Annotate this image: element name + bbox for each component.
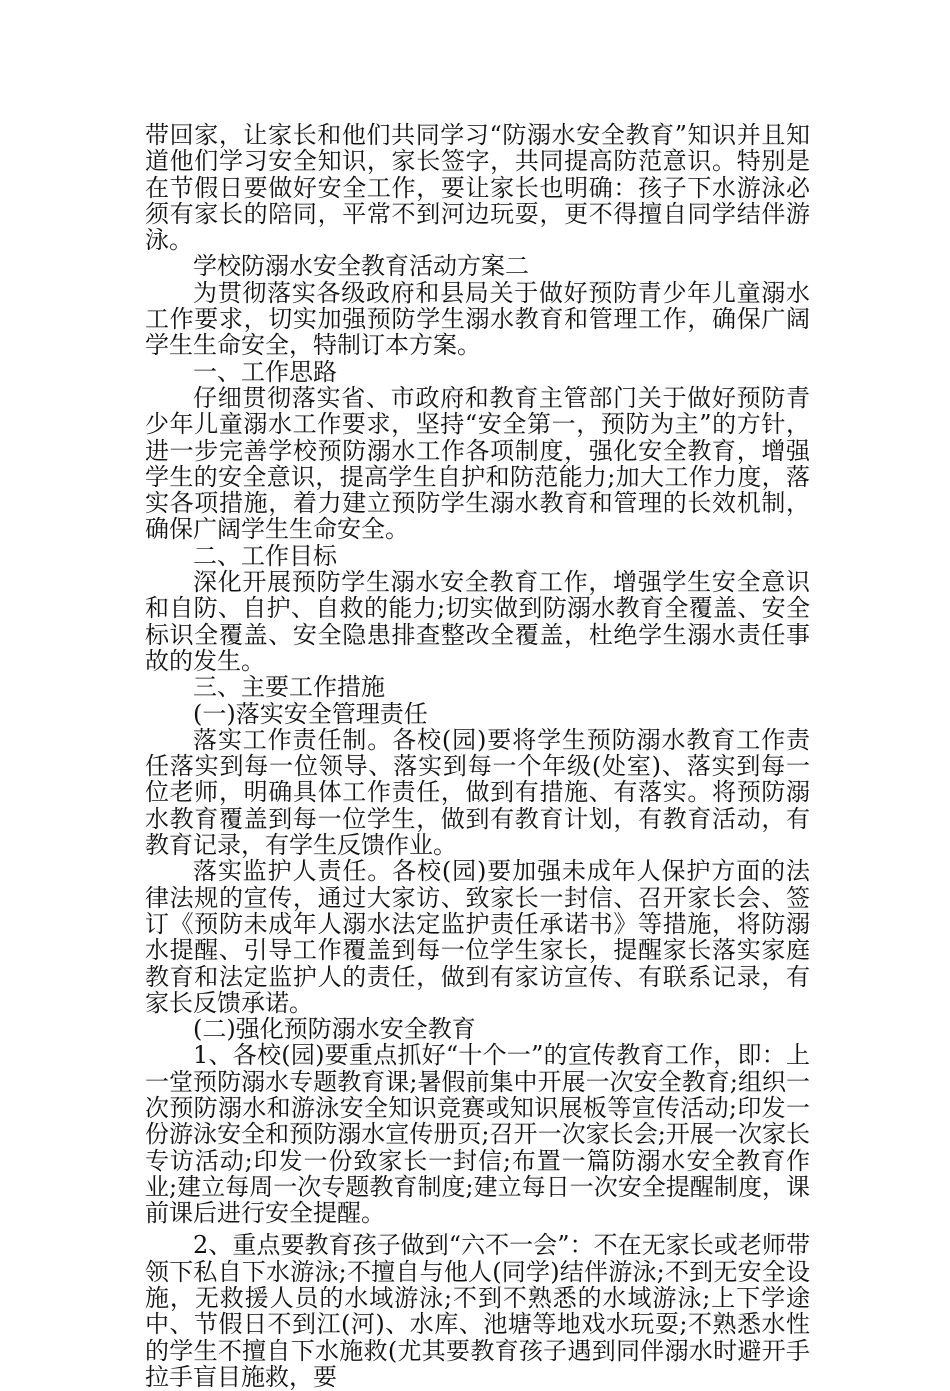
paragraph-work-approach: 仔细贯彻落实省、市政府和教育主管部门关于做好预防青少年儿童溺水工作要求，坚持“安全第一，预防为主”的方针，进一步完善学校预防溺水工作各项制度，强化安全教育，增强学生的安全意识，提高学生自护和防范能力;加大工作力度，落实各项措施，着力建立预防学生溺水教育和管理的长效机制，确保广阔学生生命安全。: [145, 383, 810, 544]
section-title-plan-two: 学校防溺水安全教育活动方案二: [193, 252, 529, 281]
paragraph-continuation: 带回家，让家长和他们共同学习“防溺水安全教育”知识并且知道他们学习安全知识，家长签字，共同提高防范意识。特别是在节假日要做好安全工作，要让家长也明确：孩子下水游泳必须有家长的陪同，平常不到河边玩耍，更不得擅自同学结伴游泳。: [145, 121, 810, 255]
paragraph-guardian-responsibility: 落实监护人责任。各校(园)要加强未成年人保护方面的法律法规的宣传，通过大家访、致家长一封信、召开家长会、签订《预防未成年人溺水法定监护责任承诺书》等措施，将防溺水提醒、引导工作覆盖到每一位学生家长，提醒家长落实家庭教育和法定监护人的责任，做到有家访宣传、有联系记录，有家长反馈承诺。: [145, 857, 810, 1017]
subheading-safety-education: (二)强化预防溺水安全教育: [193, 1015, 476, 1044]
paragraph-intro: 为贯彻落实各级政府和县局关于做好预防青少年儿童溺水工作要求，切实加强预防学生溺水教育和管理工作，确保广阔学生生命安全，特制订本方案。: [145, 278, 810, 360]
paragraph-work-goals: 深化开展预防学生溺水安全教育工作，增强学生安全意识和自防、自护、自救的能力;切实做到防溺水教育全覆盖、安全标识全覆盖、安全隐患排查整改全覆盖，杜绝学生溺水责任事故的发生。: [145, 568, 810, 675]
paragraph-six-nots: 2、重点要教育孩子做到“六不一会”：不在无家长或老师带领下私自下水游泳;不擅自与他人(同学)结伴游泳;不到无安全设施，无救援人员的水域游泳;不到不熟悉的水域游泳;上下学途中、节假日不到江(河)、水库、池塘等地戏水玩耍;不熟悉水性的学生不擅自下水施救(尤其要教育孩子遇到同伴溺水时避开手拉手盲目施救，要: [145, 1231, 810, 1391]
paragraph-ten-ones: 1、各校(园)要重点抓好“十个一”的宣传教育工作，即：上一堂预防溺水专题教育课;暑假前集中开展一次安全教育;组织一次预防溺水和游泳安全知识竞赛或知识展板等宣传活动;印发一份游泳安全和预防溺水宣传册页;召开一次家长会;开展一次家长专访活动;印发一份致家长一封信;布置一篇防溺水安全教育作业;建立每周一次专题教育制度;建立每日一次安全提醒制度，课前课后进行安全提醒。: [145, 1041, 810, 1228]
heading-main-measures: 三、主要工作措施: [193, 673, 385, 702]
document-body: [145, 122, 810, 1390]
heading-work-approach: 一、工作思路: [193, 357, 337, 386]
paragraph-responsibility-system: 落实工作责任制。各校(园)要将学生预防溺水教育工作责任落实到每一位领导、落实到每一个年级(处室)、落实到每一位老师，明确具体工作责任，做到有措施、有落实。将预防溺水教育覆盖到每一位学生，做到有教育计划，有教育活动，有教育记录，有学生反馈作业。: [145, 725, 810, 860]
subheading-safety-responsibility: (一)落实安全管理责任: [193, 699, 428, 728]
heading-work-goals: 二、工作目标: [193, 541, 337, 570]
